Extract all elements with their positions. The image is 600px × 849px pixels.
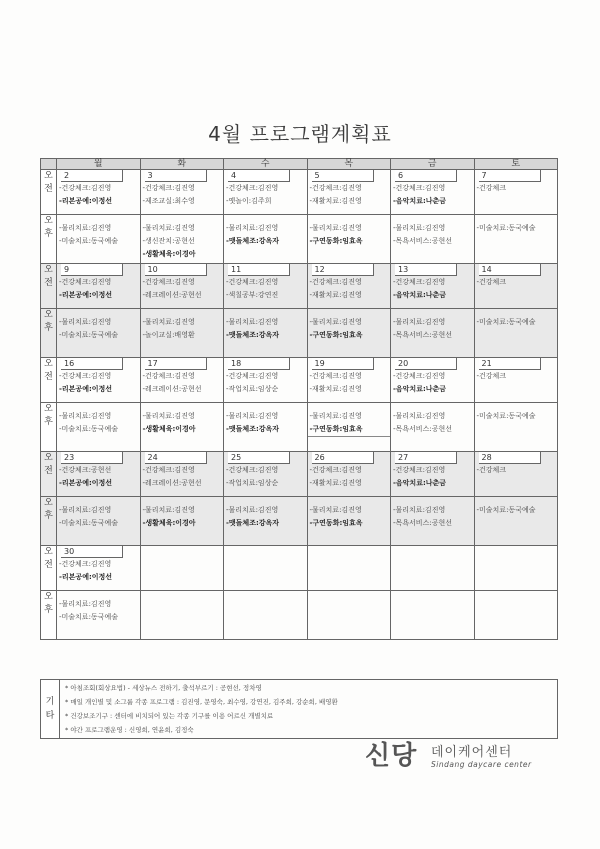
cell-top-gap: [141, 309, 224, 316]
program-entry: -음악치료:나춘금: [393, 291, 447, 299]
notes-content: [60, 680, 558, 739]
schedule-cell: [140, 452, 224, 497]
program-entry: -물리치료:김진영: [393, 412, 446, 420]
logo-sub-text: 데이케어센터: [431, 745, 513, 760]
day-number: 12: [312, 264, 374, 276]
program-entry: -작업치료:임상순: [226, 479, 279, 487]
schedule-cell: [474, 452, 558, 497]
program-entry: -리본공예:이정선: [59, 573, 113, 581]
program-entry: -구연동화:임효옥: [309, 331, 363, 339]
schedule-cell: [140, 497, 224, 546]
schedule-cell: [57, 546, 141, 591]
program-entry: -물리치료:김진영: [309, 506, 362, 514]
program-entry: -옛놀이:김주희: [226, 197, 272, 205]
day-number: 30: [61, 546, 123, 558]
cell-top-gap: [57, 309, 140, 316]
program-entry: -미술치료:동국예술: [476, 318, 536, 326]
program-entry: -미술치료:동국예술: [476, 224, 536, 232]
program-entry: -건강체크:김진영: [59, 560, 112, 568]
program-entry: -물리치료:김진영: [59, 600, 112, 608]
schedule-cell: [474, 264, 558, 309]
weekday-header: 금: [391, 159, 475, 170]
period-label: [41, 403, 57, 452]
schedule-cell: [474, 309, 558, 358]
week-1-am-row: [41, 170, 558, 215]
schedule-cell: [391, 215, 475, 264]
cell-top-gap: [224, 591, 307, 598]
program-entry: -물리치료:김진영: [226, 412, 279, 420]
weekday-header: 토: [474, 159, 558, 170]
schedule-cell: [140, 215, 224, 264]
schedule-cell: [140, 403, 224, 452]
cell-top-gap: [57, 403, 140, 410]
period-label-text: 오전: [44, 453, 53, 476]
schedule-cell: [391, 264, 475, 309]
program-entry: -목욕서비스:공현선: [393, 237, 452, 245]
schedule-cell: [391, 170, 475, 215]
program-entry: -생활체육:이경아: [142, 519, 196, 527]
logo-main-text: 신당: [365, 741, 418, 771]
cell-top-gap: [308, 309, 391, 316]
day-number: 25: [228, 452, 290, 464]
schedule-cell: [474, 403, 558, 452]
period-label-text: 오후: [44, 592, 53, 615]
cell-top-gap: [141, 215, 224, 222]
program-entry: -건강체크:김진영: [393, 184, 446, 192]
period-label-text: 오전: [44, 359, 53, 382]
schedule-cell: [474, 591, 558, 640]
program-entry: -건강체크:김진영: [226, 372, 279, 380]
program-entry: -미술치료:동국예술: [59, 519, 118, 527]
program-entry: -물리치료:김진영: [393, 318, 446, 326]
program-entry: -건강체크: [476, 278, 507, 286]
program-entry: -건강체크:김진영: [142, 466, 195, 474]
cell-top-gap: [141, 591, 224, 598]
schedule-cell: [307, 170, 391, 215]
cell-top-gap: [224, 403, 307, 410]
center-logo: [365, 737, 565, 777]
schedule-cell: [57, 358, 141, 403]
program-entry: -물리치료:김진영: [309, 412, 362, 420]
schedule-cell: [391, 546, 475, 591]
program-entry: -생활체육:이경아: [142, 250, 196, 258]
program-entry: -리본공예:이정선: [59, 197, 113, 205]
program-entry: -건강체크:김진영: [226, 466, 279, 474]
period-label: [41, 215, 57, 264]
period-label: [41, 546, 57, 591]
cell-top-gap: [57, 497, 140, 504]
schedule-cell: [57, 403, 141, 452]
program-entry: -건강체크:김진영: [226, 184, 279, 192]
cell-top-gap: [224, 215, 307, 222]
program-entry: -물리치료:김진영: [309, 224, 362, 232]
period-label-text: 오전: [44, 547, 53, 570]
week-1-pm-row: [41, 215, 558, 264]
cell-top-gap: [475, 591, 558, 598]
weekday-header: 목: [307, 159, 391, 170]
schedule-cell: [307, 264, 391, 309]
program-entry: -건강체크:김진영: [142, 278, 195, 286]
week-5-pm-row: [41, 591, 558, 640]
program-entry: -맷돌체조:강옥자: [226, 237, 280, 245]
program-entry: -미술치료:동국예술: [59, 613, 118, 621]
program-entry: -물리치료:김진영: [142, 506, 195, 514]
program-entry: -생신잔치:공현선: [142, 237, 195, 245]
program-entry: -구연동화:임효옥: [309, 237, 363, 245]
schedule-cell: [140, 358, 224, 403]
schedule-cell: [140, 546, 224, 591]
program-entry: -음악치료:나춘금: [393, 385, 447, 393]
schedule-cell: [140, 264, 224, 309]
program-entry: -레크레이션:공현선: [142, 479, 202, 487]
schedule-cell: [57, 591, 141, 640]
schedule-cell: [391, 309, 475, 358]
program-entry: -물리치료:김진영: [226, 224, 279, 232]
day-number: 14: [479, 264, 541, 276]
program-entry: -물리치료:김진영: [393, 506, 446, 514]
day-number: 16: [61, 358, 123, 370]
program-entry: -건강체크:김진영: [393, 466, 446, 474]
schedule-cell: [57, 309, 141, 358]
schedule-cell: [307, 591, 391, 640]
program-entry: -건강체크:김진영: [309, 372, 362, 380]
program-entry: -리본공예:이정선: [59, 291, 113, 299]
schedule-cell: [224, 215, 308, 264]
program-entry: -재활치료:김진영: [309, 479, 362, 487]
day-number: 26: [312, 452, 374, 464]
week-5-am-row: [41, 546, 558, 591]
schedule-cell: [474, 497, 558, 546]
program-entry: -물리치료:김진영: [59, 318, 112, 326]
program-entry: -작업치료:임상순: [226, 385, 279, 393]
program-entry: -물리치료:김진영: [309, 318, 362, 326]
program-entry: -건강체크:김진영: [309, 466, 362, 474]
day-number-gap: [224, 546, 307, 553]
day-number: 9: [61, 264, 123, 276]
program-entry: -놀이교실:배영환: [142, 331, 195, 339]
program-entry: -미술치료:동국예술: [59, 331, 118, 339]
day-number: 23: [61, 452, 123, 464]
day-number-gap: [141, 546, 224, 553]
program-entry: -물리치료:김진영: [59, 412, 112, 420]
logo-english-text: Sindang daycare center: [431, 760, 532, 769]
page-title: 4월 프로그램계획표: [208, 122, 392, 146]
program-entry: -건강체크:김진영: [393, 372, 446, 380]
cell-top-gap: [391, 309, 474, 316]
program-entry: -건강체크:김진영: [142, 372, 195, 380]
period-label-text: 오전: [44, 265, 53, 288]
schedule-cell: [474, 358, 558, 403]
period-label: [41, 452, 57, 497]
day-number: 5: [312, 170, 374, 182]
schedule-cell: [224, 452, 308, 497]
week-2-am-row: [41, 264, 558, 309]
week-3-am-row: [41, 358, 558, 403]
program-entry: -물리치료:김진영: [59, 506, 112, 514]
day-number: 3: [145, 170, 207, 182]
program-entry: -음악치료:나춘금: [393, 479, 447, 487]
program-entry: -레크레이션:공현선: [142, 385, 202, 393]
program-entry: -맷돌체조:강옥자: [226, 331, 280, 339]
note-line: * 건강보조기구 : 센터에 비치되어 있는 각종 기구를 이용 어르신 개별치료: [65, 712, 274, 720]
schedule-cell: [224, 358, 308, 403]
notes-label: [41, 680, 60, 739]
day-number: 4: [228, 170, 290, 182]
schedule-cell: [224, 403, 308, 452]
program-entry: -건강체크:김진영: [59, 278, 112, 286]
weekday-header: 화: [140, 159, 224, 170]
cell-top-gap: [391, 497, 474, 504]
schedule-cell: [57, 264, 141, 309]
program-entry: -미술치료:동국예술: [59, 425, 118, 433]
day-number: 17: [145, 358, 207, 370]
schedule-cell: [57, 170, 141, 215]
weekday-header-row: [41, 159, 558, 170]
cell-top-gap: [308, 215, 391, 222]
program-entry: -건강체크:김진영: [142, 184, 195, 192]
schedule-cell: [57, 452, 141, 497]
weekday-header: 월: [57, 159, 141, 170]
program-entry: -미술치료:동국예술: [59, 237, 118, 245]
program-entry: -재활치료:김진영: [309, 197, 362, 205]
cell-top-gap: [141, 497, 224, 504]
day-number: 28: [479, 452, 541, 464]
day-number: 13: [395, 264, 457, 276]
cell-top-gap: [308, 497, 391, 504]
period-label: [41, 358, 57, 403]
program-entry: -건강체크:김진영: [393, 278, 446, 286]
schedule-cell: [307, 452, 391, 497]
schedule-table: [40, 158, 558, 640]
cell-top-gap: [57, 215, 140, 222]
schedule-cell: [391, 403, 475, 452]
schedule-cell: [391, 591, 475, 640]
schedule-cell: [391, 358, 475, 403]
schedule-cell: [391, 452, 475, 497]
program-entry: -맷돌체조:강옥자: [226, 425, 280, 433]
day-number: 21: [479, 358, 541, 370]
schedule-cell: [307, 403, 391, 452]
day-number: 10: [145, 264, 207, 276]
day-number: 7: [479, 170, 541, 182]
schedule-cell: [140, 170, 224, 215]
cell-top-gap: [308, 591, 391, 598]
program-entry: -건강체크:김진영: [226, 278, 279, 286]
program-entry: -생활체육:이경아: [142, 425, 196, 433]
schedule-cell: [307, 215, 391, 264]
schedule-cell: [224, 546, 308, 591]
program-entry: -재활치료:김진영: [309, 291, 362, 299]
schedule-cell: [474, 170, 558, 215]
program-entry: -물리치료:김진영: [142, 412, 195, 420]
cell-top-gap: [308, 403, 391, 410]
day-number-gap: [308, 546, 391, 553]
week-3-pm-row: [41, 403, 558, 452]
day-number: 11: [228, 264, 290, 276]
notes-label-text: 기타: [45, 697, 55, 721]
schedule-cell: [307, 358, 391, 403]
period-label-text: 오후: [44, 404, 53, 427]
day-number: 6: [395, 170, 457, 182]
program-entry: -색칠공부:강연진: [226, 291, 279, 299]
schedule-cell: [307, 309, 391, 358]
program-entry: -물리치료:김진영: [142, 224, 195, 232]
program-entry: -물리치료:김진영: [142, 318, 195, 326]
header-corner: [41, 159, 57, 170]
schedule-cell: [224, 264, 308, 309]
week-4-am-row: [41, 452, 558, 497]
cell-top-gap: [475, 309, 558, 316]
schedule-cell: [140, 309, 224, 358]
cell-top-gap: [224, 497, 307, 504]
program-entry: -건강체크: [476, 184, 507, 192]
schedule-cell: [57, 497, 141, 546]
program-entry: -미술치료:동국예술: [476, 506, 536, 514]
week-4-pm-row: [41, 497, 558, 546]
day-number: 20: [395, 358, 457, 370]
schedule-cell: [307, 497, 391, 546]
period-label-text: 오후: [44, 216, 53, 239]
cell-top-gap: [224, 309, 307, 316]
program-entry: -건강체크:김진영: [309, 278, 362, 286]
program-entry: -리본공예:이정선: [59, 385, 113, 393]
program-entry: -제조교실:최수영: [142, 197, 195, 205]
period-label: [41, 170, 57, 215]
schedule-cell: [391, 497, 475, 546]
day-number-gap: [391, 546, 474, 553]
period-label: [41, 264, 57, 309]
note-line: * 아침조회(회상요법) - 세상뉴스 전하기, 출석부르기 : 공현선, 정차영: [65, 684, 262, 692]
period-label-text: 오후: [44, 310, 53, 333]
schedule-cell: [307, 546, 391, 591]
program-entry: -맷돌체조:강옥자: [226, 519, 280, 527]
program-entry: -구연동화:임효옥: [308, 423, 391, 437]
program-entry: -목욕서비스:공현선: [393, 331, 452, 339]
cell-top-gap: [141, 403, 224, 410]
weekday-header: 수: [224, 159, 308, 170]
period-label: [41, 309, 57, 358]
program-entry: -목욕서비스:공현선: [393, 425, 452, 433]
schedule-cell: [474, 215, 558, 264]
day-number: 18: [228, 358, 290, 370]
schedule-cell: [140, 591, 224, 640]
note-line: * 야간 프로그램운영 : 신영희, 연윤희, 김정숙: [65, 726, 194, 734]
program-entry: -물리치료:김진영: [226, 318, 279, 326]
day-number: 27: [395, 452, 457, 464]
day-number: 24: [145, 452, 207, 464]
program-entry: -물리치료:김진영: [393, 224, 446, 232]
cell-top-gap: [391, 403, 474, 410]
program-entry: -미술치료:동국예술: [476, 412, 536, 420]
program-entry: -재활치료:김진영: [309, 385, 362, 393]
schedule-cell: [57, 215, 141, 264]
period-label-text: 오전: [44, 171, 53, 194]
cell-top-gap: [475, 497, 558, 504]
period-label-text: 오후: [44, 498, 53, 521]
day-number-gap: [475, 546, 558, 553]
program-entry: -리본공예:이정선: [59, 479, 113, 487]
week-2-pm-row: [41, 309, 558, 358]
day-number: 2: [61, 170, 123, 182]
period-label: [41, 497, 57, 546]
program-entry: -물리치료:김진영: [59, 224, 112, 232]
period-label: [41, 591, 57, 640]
notes-table: [40, 679, 558, 739]
schedule-cell: [224, 309, 308, 358]
program-entry: -건강체크:공현선: [59, 466, 112, 474]
schedule-cell: [474, 546, 558, 591]
cell-top-gap: [57, 591, 140, 598]
program-entry: -물리치료:김진영: [226, 506, 279, 514]
program-entry: -음악치료:나춘금: [393, 197, 447, 205]
program-entry: -레크레이션:공현선: [142, 291, 202, 299]
program-entry: -건강체크: [476, 466, 507, 474]
cell-top-gap: [475, 403, 558, 410]
cell-top-gap: [475, 215, 558, 222]
cell-top-gap: [391, 591, 474, 598]
cell-top-gap: [391, 215, 474, 222]
program-entry: -건강체크: [476, 372, 507, 380]
program-entry: -건강체크:김진영: [59, 372, 112, 380]
program-entry: -목욕서비스:공현선: [393, 519, 452, 527]
note-line: * 매일 개인별 및 소그룹 각종 프로그램 : 김진영, 문영숙, 최수영, 강연진, 김주희, 강순희, 배영환: [65, 698, 338, 706]
program-entry: -구연동화:임효옥: [309, 519, 363, 527]
program-entry: -건강체크:김진영: [59, 184, 112, 192]
day-number: 19: [312, 358, 374, 370]
schedule-cell: [224, 170, 308, 215]
schedule-cell: [224, 497, 308, 546]
schedule-cell: [224, 591, 308, 640]
program-entry: -건강체크:김진영: [309, 184, 362, 192]
